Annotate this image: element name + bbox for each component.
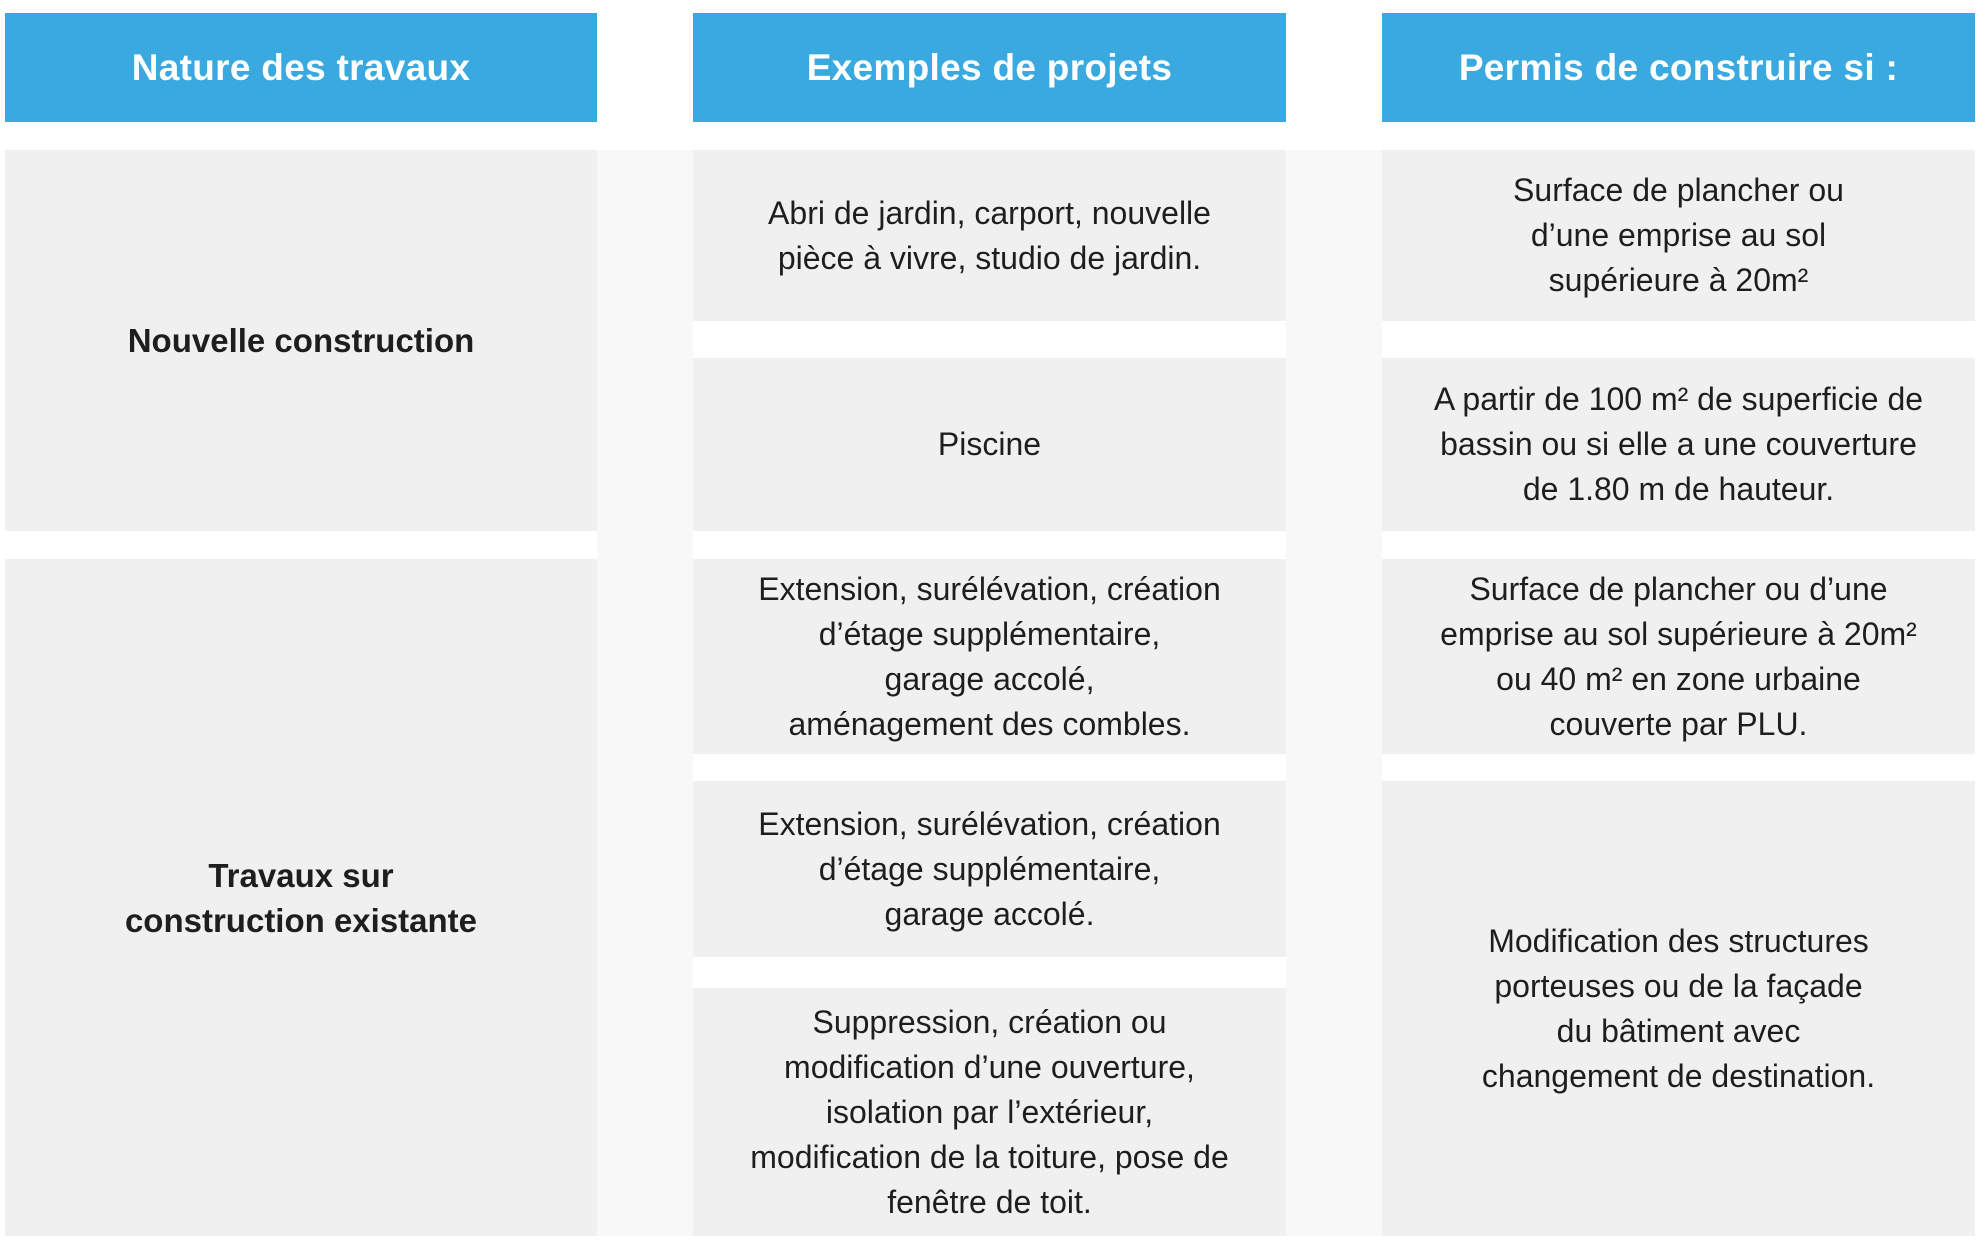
condition-cell: A partir de 100 m² de superficie de bassin ou si elle a une couverture de 1.80 m de hauteur. xyxy=(1382,358,1975,531)
condition-cell: Surface de plancher ou d’une emprise au sol supérieure à 20m² xyxy=(1382,150,1975,321)
condition-cell: Modification des structures porteuses ou de la façade du bâtiment avec changement de destination. xyxy=(1382,781,1975,1236)
nature-travaux-existante: Travaux sur construction existante xyxy=(5,559,597,1236)
nature-nouvelle-construction: Nouvelle construction xyxy=(5,150,597,531)
column-gutter-left xyxy=(597,150,693,1236)
header-nature-des-travaux: Nature des travaux xyxy=(5,13,597,122)
example-cell: Extension, surélévation, création d’étage supplémentaire, garage accolé. xyxy=(693,781,1286,957)
header-exemples-de-projets: Exemples de projets xyxy=(693,13,1286,122)
example-cell: Abri de jardin, carport, nouvelle pièce à vivre, studio de jardin. xyxy=(693,150,1286,321)
condition-cell: Surface de plancher ou d’une emprise au sol supérieure à 20m² ou 40 m² en zone urbaine couverte par PLU. xyxy=(1382,559,1975,754)
column-gutter-right xyxy=(1286,150,1382,1236)
example-cell: Extension, surélévation, création d’étage supplémentaire, garage accolé, aménagement des combles. xyxy=(693,559,1286,754)
example-cell: Suppression, création ou modification d’une ouverture, isolation par l’extérieur, modification de la toiture, pose de fenêtre de toit. xyxy=(693,988,1286,1236)
example-cell: Piscine xyxy=(693,358,1286,531)
header-permis-de-construire: Permis de construire si : xyxy=(1382,13,1975,122)
